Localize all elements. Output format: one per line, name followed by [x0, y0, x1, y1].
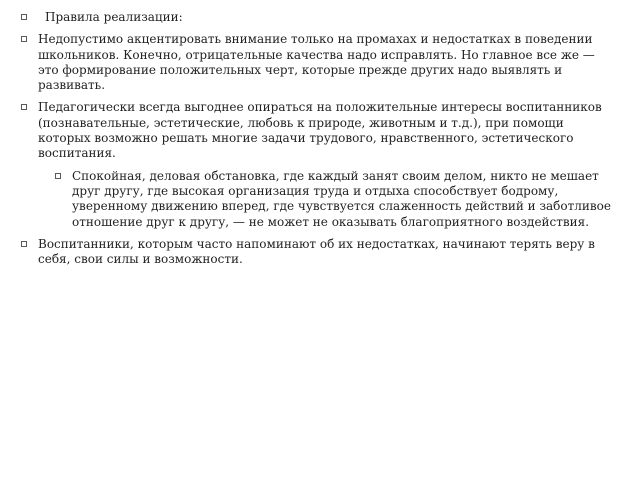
- bullet-item-title: [20, 10, 614, 25]
- bullet-item: [20, 237, 614, 268]
- square-bullet-icon: [21, 14, 27, 20]
- bullet-text: Спокойная, деловая обстановка, где каждый занят своим делом, никто не мешает друг другу, где высокая организация труда и отдыха способствует бодрому, уверенному движению вперед, где чувствуется слаженность действий и заботливое отношение друг к другу, — не может не оказывать благоприятного воздействия.: [72, 168, 611, 229]
- sub-bullet-item: [54, 169, 614, 230]
- bullet-text: Недопустимо акцентировать внимание только на промахах и недостатках в поведении школьников. Конечно, отрицательные качества надо исправлять. Но главное все же — это формирование положительных черт, которые прежде других надо выявлять и развивать.: [38, 32, 595, 93]
- square-bullet-icon: [21, 241, 27, 247]
- square-bullet-icon: [21, 104, 27, 110]
- bullet-text: Педагогически всегда выгоднее опираться на положительные интересы воспитанников (познавательные, эстетические, любовь к природе, животным и т.д.), при помощи которых возможно решать многие задачи трудового, нравственного, эстетического воспитания.: [38, 100, 602, 161]
- bullet-text: Воспитанники, которым часто напоминают об их недостатках, начинают терять веру в себя, свои силы и возможности.: [38, 236, 595, 267]
- square-bullet-icon: [21, 36, 27, 42]
- section-heading: Правила реализации:: [45, 10, 183, 24]
- square-bullet-icon: [55, 173, 61, 179]
- bullet-item: [20, 100, 614, 161]
- bullet-item: [20, 32, 614, 93]
- bullet-list: [20, 10, 614, 267]
